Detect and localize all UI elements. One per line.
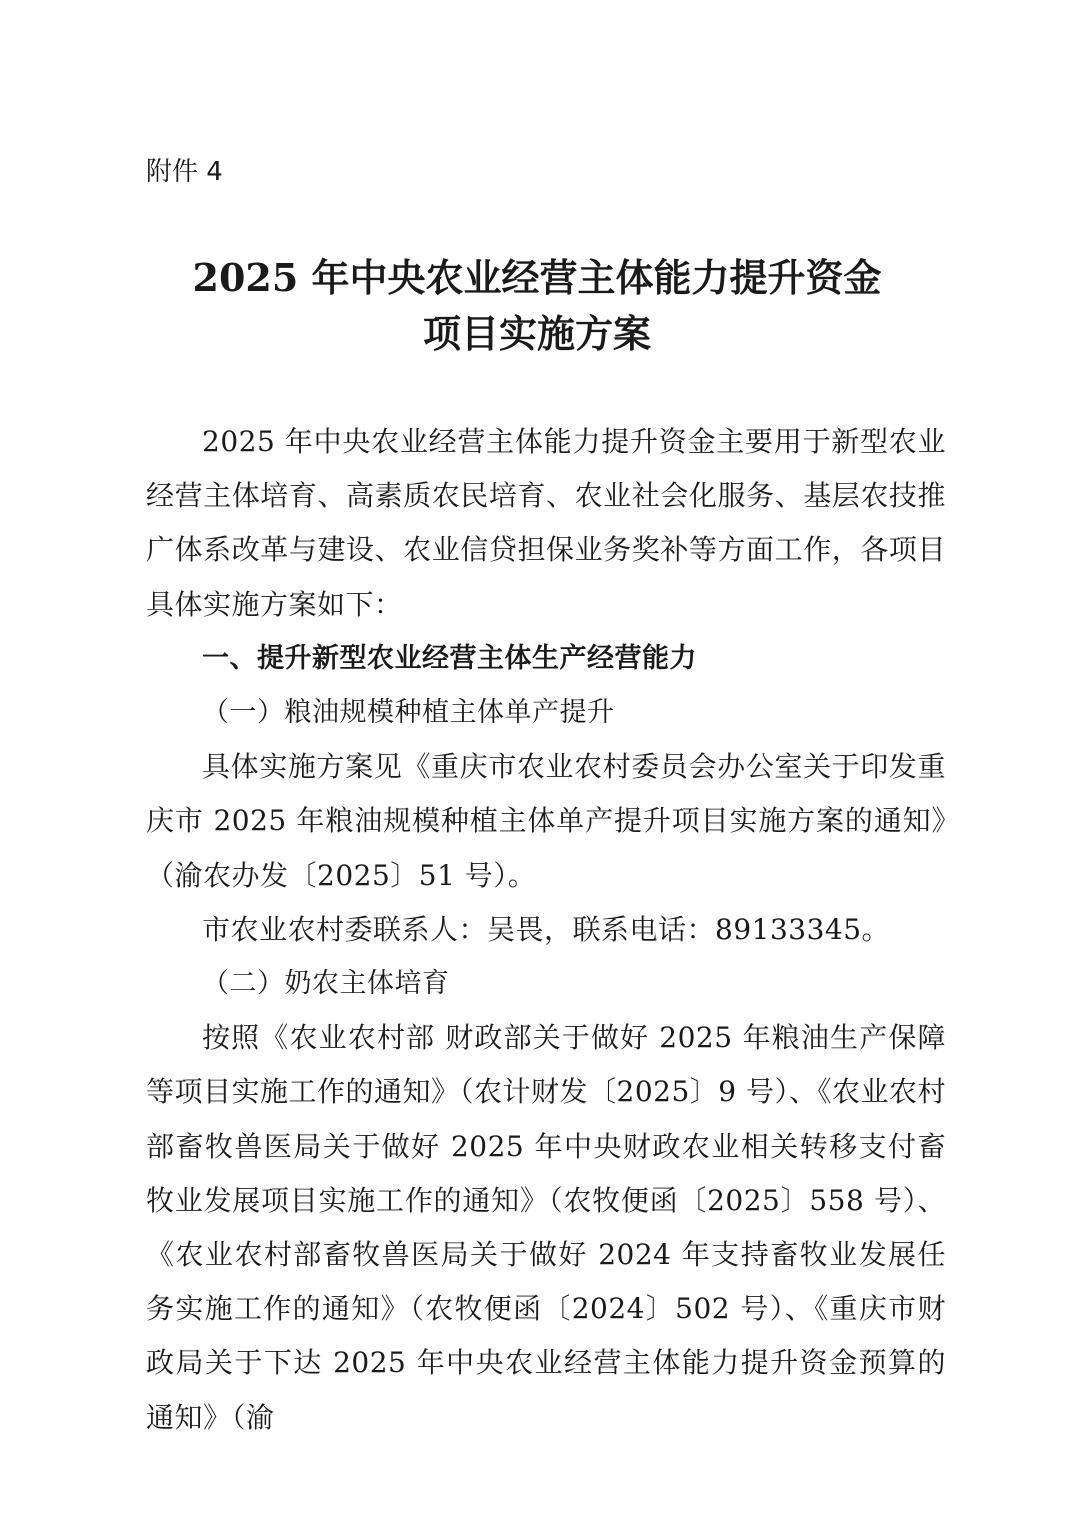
intro-paragraph: 2025 年中央农业经营主体能力提升资金主要用于新型农业经营主体培育、高素质农民培育、农业社会化服务、基层农技推广体系改革与建设、农业信贷担保业务奖补等方面工作，各项目具体实施方案如下： [146, 425, 946, 621]
subsection-1-contact: 市农业农村委联系人：吴畏，联系电话：89133345。 [202, 912, 891, 946]
subsection-2-paragraph: 按照《农业农村部 财政部关于做好 2025 年粮油生产保障等项目实施工作的通知》（农计财发〔2025〕9 号）、《农业农村部畜牧兽医局关于做好 2025 年中央财政农业相关转移支付畜牧业发展项目实施工作的通知》（农牧便函〔2025〕558 号）、《农业农村部畜牧兽医局关于做好 2024 年支持畜牧业发展任务实施工作的通知》（农牧便函〔2024〕502 号）、《重庆市财政局关于下达 2025 年中央农业经营主体能力提升资金预算的通知》（渝 [146, 1021, 946, 1434]
section-1-heading: 一、提升新型农业经营主体生产经营能力 [202, 642, 697, 674]
subsection-1-paragraph: 具体实施方案见《重庆市农业农村委员会办公室关于印发重庆市 2025 年粮油规模种植主体单产提升项目实施方案的通知》（渝农办发〔2025〕51 号）。 [146, 750, 946, 892]
document-title-line-2: 项目实施方案 [422, 311, 651, 356]
attachment-label: 附件 4 [146, 157, 223, 187]
document-title-line-1: 2025 年中央农业经营主体能力提升资金 [192, 255, 882, 300]
subsection-1-heading: （一）粮油规模种植主体单产提升 [202, 697, 615, 729]
document-body [146, 415, 946, 1445]
subsection-2-heading: （二）奶农主体培育 [202, 968, 450, 1000]
